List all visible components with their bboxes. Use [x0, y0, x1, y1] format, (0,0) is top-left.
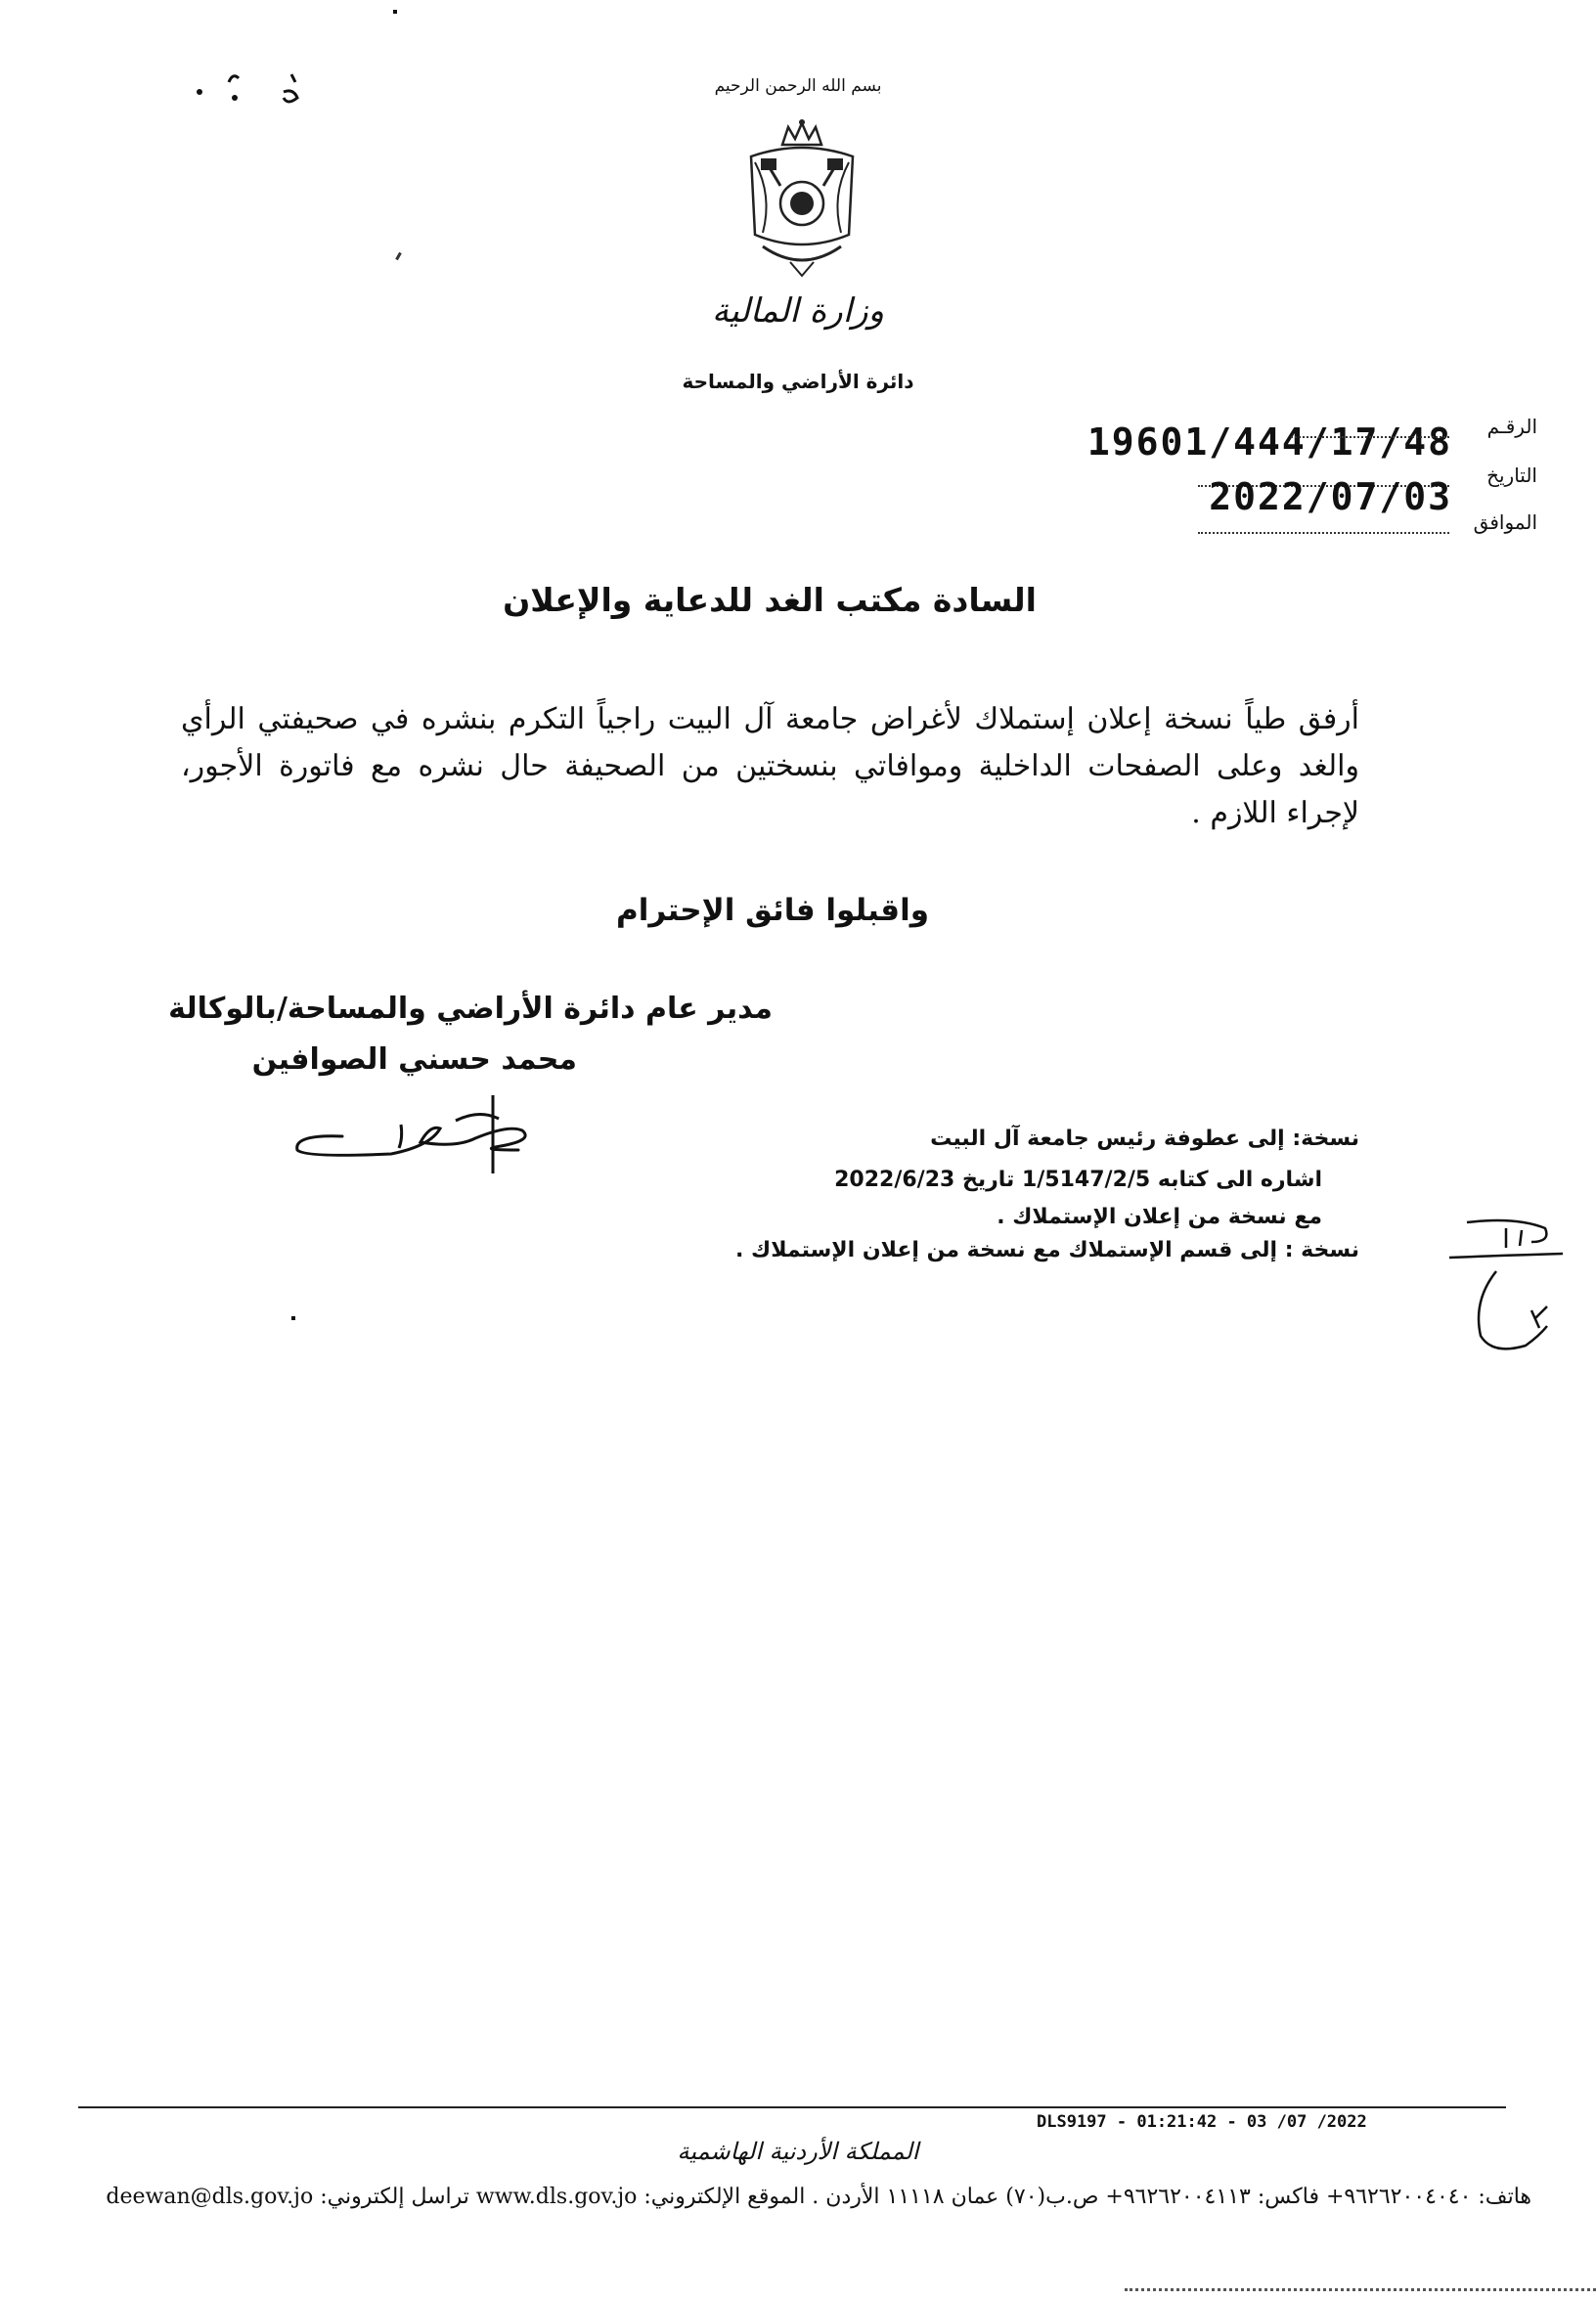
copy-line-3: مع نسخة من إعلان الإستملاك .	[997, 1205, 1322, 1229]
copy-line-1: نسخة: إلى عطوفة رئيس جامعة آل البيت	[930, 1127, 1359, 1151]
copy-line-2: اشاره الى كتابه 1/5147/2/5 تاريخ 2022/6/23	[834, 1168, 1322, 1192]
handwritten-mark-top-left	[186, 63, 323, 121]
letter-body: أرفق طياً نسخة إعلان إستملاك لأغراض جامعة آل البيت راجياً التكرم بنشره في صحيفتي الرأي والغد وعلى الصفحات الداخلية وموافاتي بنسختين من الصحيفة حال نشره مع فاتورة الأجور، لإجراء اللازم .	[181, 702, 1359, 830]
ref-date-value: 2022/07/03	[1209, 475, 1452, 518]
stray-dot-mark-2	[291, 1316, 295, 1320]
basmala-header: بسم الله الرحمن الرحيم	[714, 76, 882, 96]
jordan-crest-icon	[733, 117, 870, 279]
bottom-scan-edge	[1125, 2288, 1596, 2291]
ministry-name: وزارة المالية	[712, 291, 884, 331]
ref-number-label: الرقـم	[1486, 415, 1537, 438]
ref-number-value: 19601/444/17/48	[1086, 420, 1452, 464]
department-name: دائرة الأراضي والمساحة	[682, 370, 914, 393]
ref-date-label: التاريخ	[1486, 464, 1537, 487]
document-print-code: DLS9197 - 01:21:42 - 03 /07 /2022	[1037, 2112, 1367, 2132]
footer-divider	[78, 2106, 1506, 2108]
ref-corresponding-label: الموافق	[1473, 510, 1537, 534]
copy-line-4: نسخة : إلى قسم الإستملاك مع نسخة من إعلان الإستملاك .	[735, 1238, 1359, 1262]
addressee: السادة مكتب الغد للدعاية والإعلان	[503, 581, 1037, 619]
signatory-name: محمد حسني الصوافين	[251, 1042, 577, 1077]
signatory-title: مدير عام دائرة الأراضي والمساحة/بالوكالة	[168, 992, 773, 1026]
closing-salutation: واقبلوا فائق الإحترام	[615, 893, 929, 928]
handwritten-mark-right-margin	[1438, 1209, 1574, 1365]
footer-contact-info: هاتف: ٩٦٢٦٢٠٠٤٠٤٠+ فاكس: ٩٦٢٦٢٠٠٤١١٣+ ص.ب(٧٠) عمان ١١١١٨ الأردن . الموقع الإلكتروني: www.dls.gov.jo تراسل إلكتروني: deewan@dls.gov.jo	[106, 2185, 1531, 2209]
footer-kingdom: المملكة الأردنية الهاشمية	[677, 2138, 919, 2165]
ref-corresponding-dotline	[1198, 532, 1449, 534]
stray-dot-mark	[393, 10, 397, 14]
ref-number-dotline	[1291, 436, 1449, 438]
stray-tick-mark	[395, 252, 402, 260]
handwritten-signature	[284, 1085, 538, 1183]
